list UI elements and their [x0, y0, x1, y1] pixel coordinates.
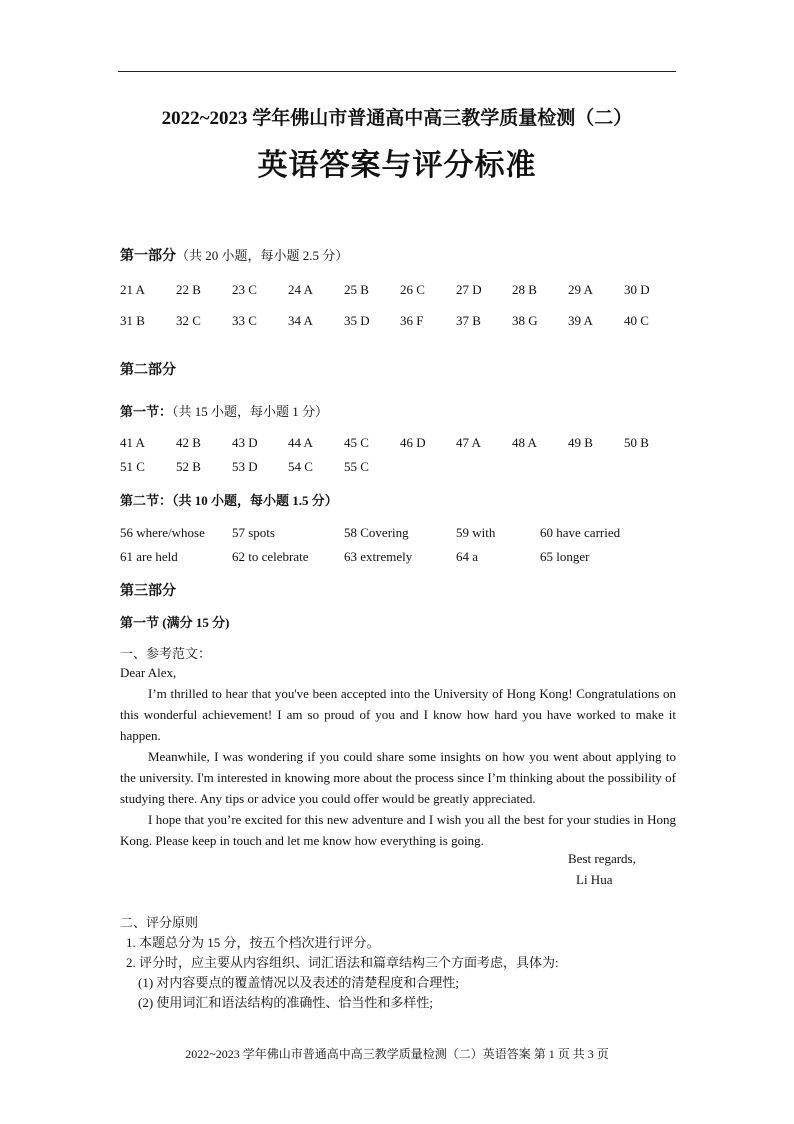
- answer-63: 63 extremely: [344, 549, 413, 564]
- answer-34: 34 A: [288, 313, 313, 328]
- answer-45: 45 C: [344, 435, 369, 450]
- answer-28: 28 B: [512, 282, 537, 297]
- part2-section1-note: （共 15 小题，每小题 1 分）: [172, 404, 329, 419]
- answer-29: 29 A: [568, 282, 593, 297]
- answer-40: 40 C: [624, 313, 649, 328]
- answer-46: 46 D: [400, 435, 426, 450]
- answer-24: 24 A: [288, 282, 313, 297]
- part2-heading: 第二部分: [120, 363, 176, 378]
- sample-letter: [120, 662, 676, 851]
- part1-heading: 第一部分: [120, 249, 176, 264]
- page-footer: 2022~2023 学年佛山市普通高中高三教学质量检测（二）英语答案 第 1 页 共 3 页: [185, 1047, 609, 1061]
- answer-51: 51 C: [120, 459, 145, 474]
- answer-47: 47 A: [456, 435, 481, 450]
- letter-greeting: Dear Alex,: [120, 665, 177, 680]
- answer-43: 43 D: [232, 435, 258, 450]
- answer-25: 25 B: [344, 282, 369, 297]
- answer-62: 62 to celebrate: [232, 549, 309, 564]
- answer-38: 38 G: [512, 313, 538, 328]
- answer-59: 59 with: [456, 525, 496, 540]
- answer-35: 35 D: [344, 313, 370, 328]
- answer-26: 26 C: [400, 282, 425, 297]
- answer-row: [120, 549, 680, 567]
- document-subtitle: 英语答案与评分标准: [257, 148, 537, 183]
- answer-37: 37 B: [456, 313, 481, 328]
- answer-row: [120, 525, 680, 543]
- answer-55: 55 C: [344, 459, 369, 474]
- scoring-rule-subitem: (2) 使用词汇和语法结构的准确性、恰当性和多样性;: [138, 995, 434, 1010]
- answer-27: 27 D: [456, 282, 482, 297]
- answer-50: 50 B: [624, 435, 649, 450]
- answer-53: 53 D: [232, 459, 258, 474]
- part1-heading-line: [120, 245, 348, 265]
- answer-31: 31 B: [120, 313, 145, 328]
- answer-22: 22 B: [176, 282, 201, 297]
- answer-row: [120, 459, 680, 477]
- letter-paragraph: I’m thrilled to hear that you've been accepted into the University of Hong Kong! Congratulations on this wonderful achievement! I am so proud of you and I know how hard you have worked to make it happen.: [120, 686, 676, 743]
- part3-section1-heading: 第一节 (满分 15 分): [120, 615, 230, 630]
- answer-36: 36 F: [400, 313, 424, 328]
- answer-54: 54 C: [288, 459, 313, 474]
- answer-row: [120, 313, 680, 331]
- answer-61: 61 are held: [120, 549, 178, 564]
- answer-58: 58 Covering: [344, 525, 409, 540]
- answer-52: 52 B: [176, 459, 201, 474]
- part2-section1-heading: 第一节：: [120, 404, 173, 419]
- sample-essay-label: 一、参考范文：: [120, 646, 212, 661]
- answer-39: 39 A: [568, 313, 593, 328]
- answer-row: [120, 282, 680, 300]
- scoring-rules: [120, 913, 680, 1013]
- scoring-rules-heading: 二、评分原则: [120, 915, 199, 930]
- answer-64: 64 a: [456, 549, 479, 564]
- answer-44: 44 A: [288, 435, 313, 450]
- letter-signature: Li Hua: [576, 872, 613, 887]
- part2-section2-heading: 第二节：: [120, 493, 173, 508]
- answer-32: 32 C: [176, 313, 201, 328]
- answer-56: 56 where/whose: [120, 525, 205, 540]
- part3-heading: 第三部分: [120, 584, 176, 599]
- letter-paragraph: I hope that you’re excited for this new adventure and I wish you all the best for your studies in Hong Kong. Please keep in touch and let me know how everything is going.: [120, 812, 676, 848]
- letter-paragraph: Meanwhile, I was wondering if you could share some insights on how you went about applying to the university. I'm interested in knowing more about the process since I’m thinking about the possibility of studying there. Any tips or advice you could offer would be greatly appreciated.: [120, 749, 676, 806]
- answer-48: 48 A: [512, 435, 537, 450]
- answer-49: 49 B: [568, 435, 593, 450]
- scoring-rule-item: 2. 评分时，应主要从内容组织、词汇语法和篇章结构三个方面考虑，具体为:: [126, 955, 559, 970]
- answer-42: 42 B: [176, 435, 201, 450]
- answer-57: 57 spots: [232, 525, 275, 540]
- answer-60: 60 have carried: [540, 525, 621, 540]
- top-rule: [118, 71, 676, 72]
- answer-23: 23 C: [232, 282, 257, 297]
- document-title: 2022~2023 学年佛山市普通高中高三教学质量检测（二）: [161, 108, 633, 129]
- answer-33: 33 C: [232, 313, 257, 328]
- answer-row: [120, 435, 680, 453]
- part2-section2-note: （共 10 小题，每小题 1.5 分）: [172, 493, 338, 508]
- part1-note: （共 20 小题，每小题 2.5 分）: [176, 248, 349, 263]
- scoring-rule-subitem: (1) 对内容要点的覆盖情况以及表述的清楚程度和合理性;: [138, 975, 460, 990]
- answer-65: 65 longer: [540, 549, 590, 564]
- scoring-rule-item: 1. 本题总分为 15 分，按五个档次进行评分。: [126, 935, 380, 950]
- answer-41: 41 A: [120, 435, 145, 450]
- answer-21: 21 A: [120, 282, 145, 297]
- letter-closing: Best regards,: [568, 851, 636, 866]
- part2-section1-heading-line: [120, 401, 328, 420]
- answer-30: 30 D: [624, 282, 650, 297]
- part2-section2-heading-line: [120, 490, 338, 509]
